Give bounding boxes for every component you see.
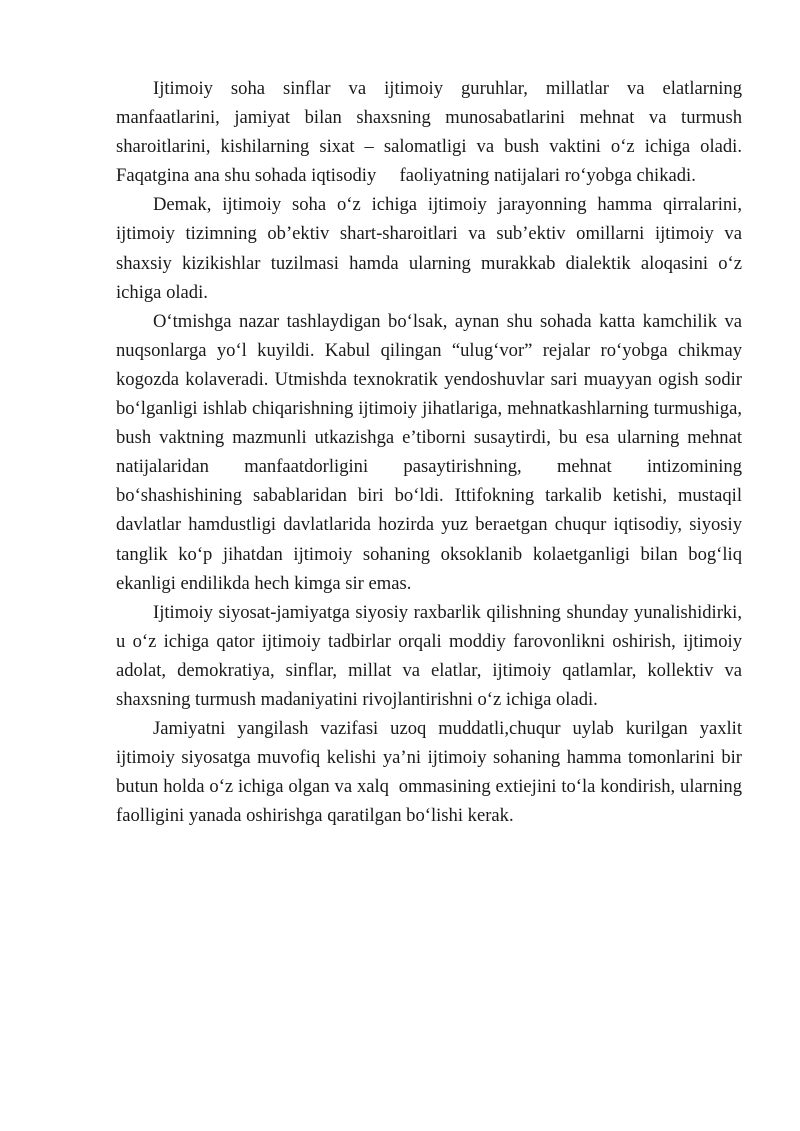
paragraph-social-sphere: Ijtimoiy soha sinflar va ijtimoiy guruhlar, millatlar va elatlarning manfaatlarini, jamiyat bilan shaxsning munosabatlarini mehnat va turmush sharoitlarini, kishilarning sixat – salomatligi va bush vaktini o‘z ichiga oladi. Faqatgina ana shu sohada iqtisodiy faoliyatning natijalari ro‘yobga chikadi. [116, 78, 747, 187]
paragraph-society-renewal: Jamiyatni yangilash vazifasi uzoq muddatli,chuqur uylab kurilgan yaxlit ijtimoiy siyosatga muvofiq kelishi ya’ni ijtimoiy sohaning hamma tomonlarini bir butun holda o‘z ichiga olgan va xalq ommasining extiejini to‘la kondirish, ularning faolligini yanada oshirishga qaratilgan bo‘lishi kerak. [116, 718, 747, 827]
document-page [116, 74, 747, 830]
paragraph-past-shortcomings: O‘tmishga nazar tashlaydigan bo‘lsak, aynan shu sohada katta kamchilik va nuqsonlarga yo‘l kuyildi. Kabul qilingan “ulug‘vor” rejalar ro‘yobga chikmay kogozda kolaveradi. Utmishda texnokratik yendoshuvlar sari muayyan ogish sodir bo‘lganligi ishlab chiqarishning ijtimoiy jihatlariga, mehnatkashlarning turmushiga, bush vaktning mazmunli utkazishga e’tiborni susaytirdi, bu esa ularning mehnat natijalaridan manfaatdorligini pasaytirishning, mehnat intizomining bo‘shashishining sabablaridan biri bo‘ldi. Ittifokning tarkalib ketishi, mustaqil davlatlar hamdustligi davlatlarida hozirda yuz beraetgan chuqur iqtisodiy, siyosiy tanglik ko‘p jihatdan ijtimoiy sohaning oksoklanib kolaetganligi bilan bog‘liq ekanligi endilikda hech kimga sir emas. [116, 310, 742, 594]
paragraph-social-sphere-scope: Demak, ijtimoiy soha o‘z ichiga ijtimoiy jarayonning hamma qirralarini, ijtimoiy tizimning ob’ektiv shart-sharoitlari va sub’ektiv omillarni ijtimoiy va shaxsiy kizikishlar tuzilmasi hamda ularning murakkab dialektik aloqasini o‘z ichiga oladi. [116, 194, 742, 303]
paragraph-social-policy: Ijtimoiy siyosat-jamiyatga siyosiy raxbarlik qilishning shunday yunalishidirki, u o‘z ichiga qator ijtimoiy tadbirlar orqali moddiy farovonlikni oshirish, ijtimoiy adolat, demokratiya, sinflar, millat va elatlar, ijtimoiy qatlamlar, kollektiv va shaxsning turmush madaniyatini rivojlantirishni o‘z ichiga oladi. [116, 601, 742, 710]
